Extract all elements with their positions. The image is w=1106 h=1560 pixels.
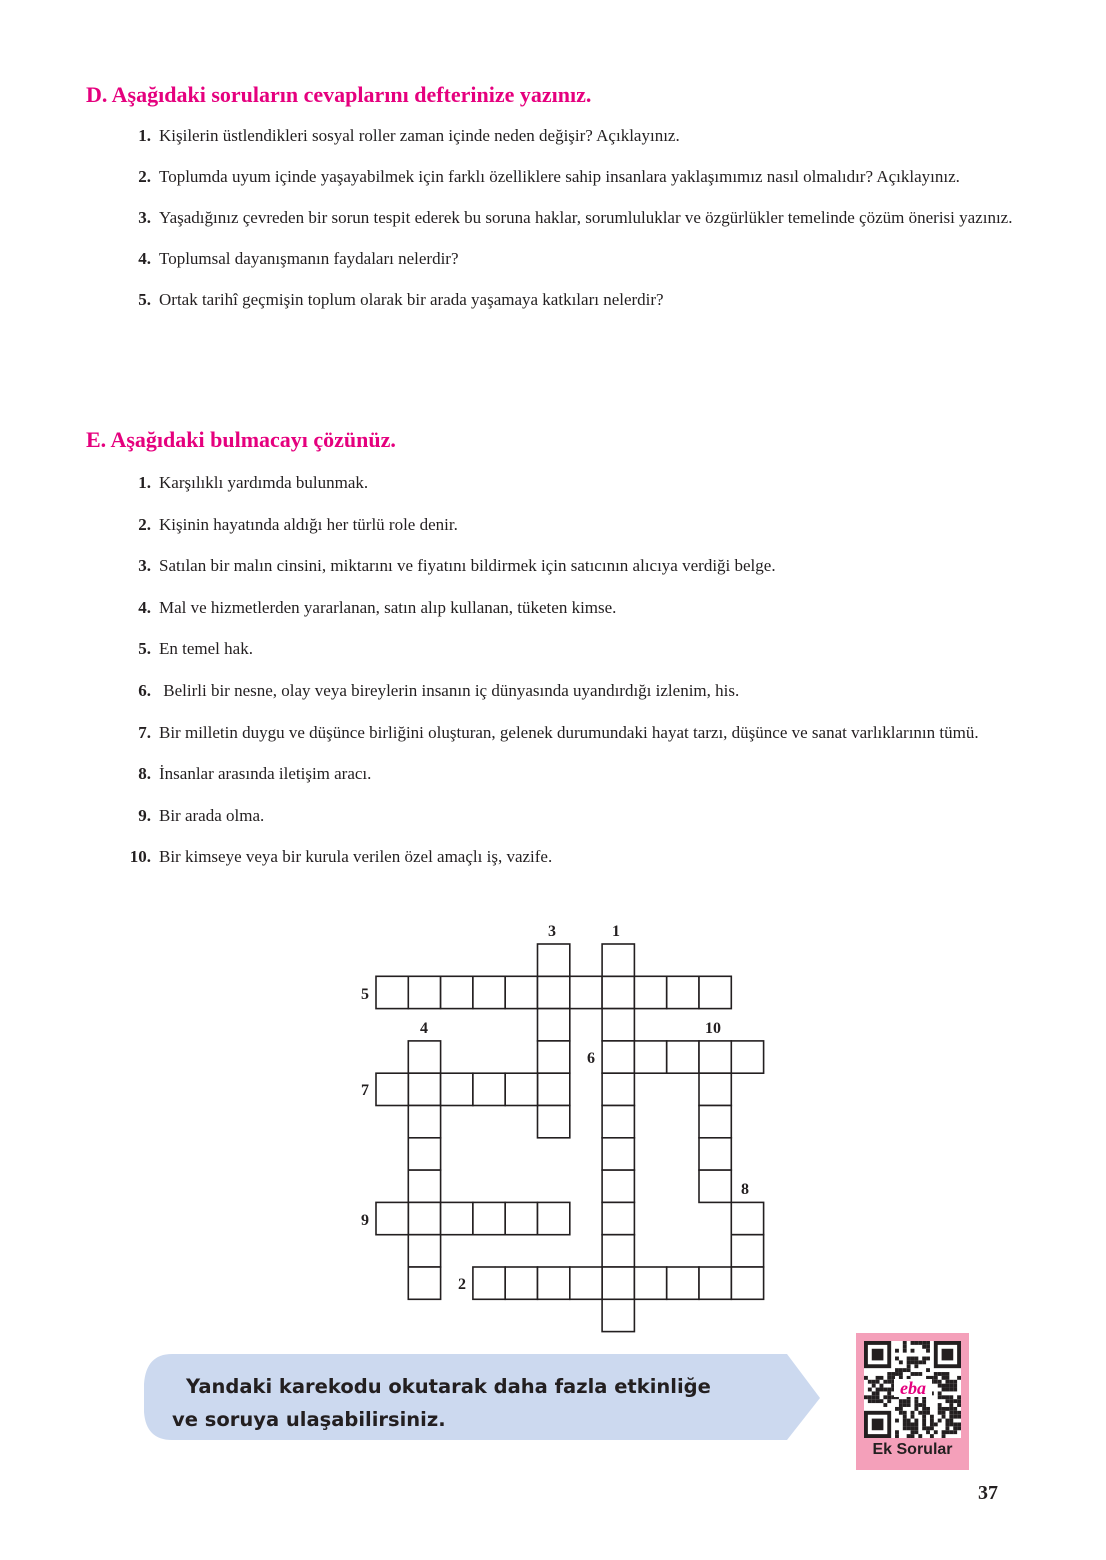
crossword-cell[interactable] [538, 1267, 570, 1299]
list-item [118, 243, 1030, 275]
crossword-cell[interactable] [602, 1106, 634, 1138]
crossword-cell[interactable] [441, 976, 473, 1008]
crossword-cell[interactable] [602, 976, 634, 1008]
section-e-title: E. Aşağıdaki bulmacayı çözünüz. [86, 427, 396, 452]
list-item [118, 284, 1030, 316]
crossword-number-10: 10 [705, 1020, 721, 1037]
crossword-cell[interactable] [699, 976, 731, 1008]
crossword-number-6: 6 [587, 1050, 595, 1067]
crossword-number-9: 9 [361, 1212, 369, 1229]
qr-code-box[interactable] [856, 1333, 969, 1470]
crossword-number-3: 3 [548, 923, 556, 940]
clue-number: 5. [138, 639, 151, 659]
crossword-cell[interactable] [408, 1235, 440, 1267]
list-item [118, 717, 1030, 749]
crossword-cell[interactable] [602, 1299, 634, 1331]
crossword-cell[interactable] [376, 976, 408, 1008]
clue-text: Bir arada olma. [159, 805, 265, 825]
crossword-cell[interactable] [538, 1073, 570, 1105]
clue-number: 8. [138, 764, 151, 784]
crossword-cell[interactable] [408, 1202, 440, 1234]
callout-line-1: Yandaki karekodu okutarak daha fazla etkinliğe [186, 1375, 711, 1398]
crossword-cell[interactable] [602, 1170, 634, 1202]
crossword-cell[interactable] [602, 1041, 634, 1073]
crossword-cell[interactable] [376, 1073, 408, 1105]
crossword-cell[interactable] [731, 1235, 763, 1267]
question-number: 5. [138, 290, 151, 309]
crossword-cell[interactable] [538, 1106, 570, 1138]
crossword-cell[interactable] [570, 1267, 602, 1299]
section-d-title: D. Aşağıdaki soruların cevaplarını defterinize yazınız. [86, 82, 592, 107]
section-d-questions [118, 120, 1030, 325]
crossword-number-2: 2 [458, 1276, 466, 1293]
list-item [118, 120, 1030, 152]
clue-number: 1. [138, 473, 151, 492]
crossword-cell[interactable] [408, 1170, 440, 1202]
list-item [118, 758, 1030, 790]
crossword-cell[interactable] [699, 1041, 731, 1073]
crossword-cell[interactable] [408, 1267, 440, 1299]
list-item [118, 841, 1030, 873]
list-item [118, 592, 1030, 624]
crossword-cell[interactable] [376, 1202, 408, 1234]
crossword-cell[interactable] [634, 1267, 666, 1299]
list-item [118, 800, 1030, 832]
clue-text: İnsanlar arasında iletişim aracı. [159, 764, 372, 784]
qr-label: Ek Sorular [872, 1441, 953, 1458]
crossword-cell[interactable] [505, 1202, 537, 1234]
crossword-cell[interactable] [699, 1170, 731, 1202]
crossword-cell[interactable] [441, 1202, 473, 1234]
crossword-number-8: 8 [741, 1181, 749, 1198]
crossword-cell[interactable] [408, 1138, 440, 1170]
crossword-cell[interactable] [602, 1267, 634, 1299]
list-item [118, 550, 1030, 582]
clue-text: En temel hak. [159, 639, 253, 659]
clue-number: 6. [138, 680, 151, 700]
crossword-cell[interactable] [473, 976, 505, 1008]
question-text: Ortak tarihî geçmişin toplum olarak bir arada yaşamaya katkıları nelerdir? [159, 290, 664, 309]
crossword-cell[interactable] [699, 1106, 731, 1138]
crossword-cell[interactable] [538, 1009, 570, 1041]
crossword-cell[interactable] [408, 976, 440, 1008]
question-number: 3. [138, 208, 151, 227]
qr-code-icon [864, 1341, 961, 1438]
list-item [118, 509, 1030, 541]
list-item [118, 467, 1030, 499]
crossword-number-1: 1 [612, 923, 620, 940]
crossword-cell[interactable] [602, 1202, 634, 1234]
crossword-cell[interactable] [667, 1267, 699, 1299]
crossword-number-5: 5 [361, 986, 369, 1003]
clue-text: Satılan bir malın cinsini, miktarını ve fiyatını bildirmek için satıcının alıcıya verdiği belge. [159, 556, 776, 576]
clue-text: Mal ve hizmetlerden yararlanan, satın alıp kullanan, tüketen kimse. [159, 597, 617, 617]
qr-code[interactable] [864, 1341, 961, 1438]
crossword-cell[interactable] [408, 1106, 440, 1138]
crossword-cell[interactable] [602, 1073, 634, 1105]
crossword-number-7: 7 [361, 1082, 369, 1099]
crossword-cell[interactable] [602, 1235, 634, 1267]
clue-text: Belirli bir nesne, olay veya bireylerin insanın iç dünyasında uyandırdığı izlenim, his. [159, 680, 740, 700]
crossword-cell[interactable] [731, 1267, 763, 1299]
crossword-cell[interactable] [408, 1041, 440, 1073]
clue-number: 9. [138, 805, 151, 825]
crossword-cell[interactable] [699, 1138, 731, 1170]
crossword-cell[interactable] [505, 976, 537, 1008]
crossword-cell[interactable] [505, 1267, 537, 1299]
callout-text [172, 1370, 792, 1436]
clue-text: Karşılıklı yardımda bulunmak. [159, 473, 369, 492]
page-number: 37 [978, 1482, 998, 1504]
crossword-cell[interactable] [602, 1138, 634, 1170]
list-item [118, 633, 1030, 665]
question-number: 4. [138, 249, 151, 268]
crossword-cell[interactable] [473, 1073, 505, 1105]
crossword-cell[interactable] [570, 976, 602, 1008]
crossword-cell[interactable] [408, 1073, 440, 1105]
crossword-cell[interactable] [441, 1073, 473, 1105]
clue-number: 7. [138, 722, 151, 742]
crossword-cell[interactable] [667, 976, 699, 1008]
crossword-cell[interactable] [538, 976, 570, 1008]
question-text: Kişilerin üstlendikleri sosyal roller zaman içinde neden değişir? Açıklayınız. [159, 126, 680, 145]
crossword-cell[interactable] [538, 1202, 570, 1234]
clue-number: 3. [138, 556, 151, 576]
crossword-cell[interactable] [538, 1041, 570, 1073]
crossword-cell[interactable] [699, 1073, 731, 1105]
crossword-cell[interactable] [538, 944, 570, 976]
crossword-cell[interactable] [731, 1041, 763, 1073]
crossword-cell[interactable] [699, 1267, 731, 1299]
list-item [118, 202, 1030, 234]
question-number: 2. [138, 167, 151, 186]
list-item [118, 161, 1030, 193]
clue-text: Bir kimseye veya bir kurula verilen özel amaçlı iş, vazife. [159, 847, 553, 867]
section-e-clues [118, 467, 1030, 883]
clue-text: Kişinin hayatında aldığı her türlü role denir. [159, 514, 458, 534]
crossword-cell[interactable] [473, 1267, 505, 1299]
crossword-cell[interactable] [602, 1009, 634, 1041]
crossword-cell[interactable] [634, 1041, 666, 1073]
question-text: Toplumsal dayanışmanın faydaları nelerdir? [159, 249, 459, 268]
question-number: 1. [138, 126, 151, 145]
eba-logo-icon: eba [900, 1378, 926, 1398]
clue-number: 10. [129, 847, 151, 867]
crossword-cell[interactable] [602, 944, 634, 976]
crossword-cell[interactable] [731, 1202, 763, 1234]
list-item [118, 675, 1030, 707]
crossword-cell[interactable] [634, 976, 666, 1008]
question-text: Yaşadığınız çevreden bir sorun tespit ederek bu soruna haklar, sorumluluklar ve özgürlükler temelinde çözüm önerisi yazınız. [159, 208, 1013, 227]
clue-number: 4. [138, 597, 151, 617]
clue-text: Bir milletin duygu ve düşünce birliğini oluşturan, gelenek durumundaki hayat tarzı, düşünce ve sanat varlıklarının tümü. [159, 722, 979, 742]
callout-line-2: ve soruya ulaşabilirsiniz. [172, 1408, 446, 1431]
clue-number: 2. [138, 514, 151, 534]
question-text: Toplumda uyum içinde yaşayabilmek için farklı özelliklere sahip insanlara yaklaşımımız nasıl olmalıdır? Açıklayınız. [159, 167, 960, 186]
crossword-cell[interactable] [505, 1073, 537, 1105]
crossword-cell[interactable] [667, 1041, 699, 1073]
crossword-cell[interactable] [473, 1202, 505, 1234]
crossword-number-4: 4 [420, 1020, 428, 1037]
